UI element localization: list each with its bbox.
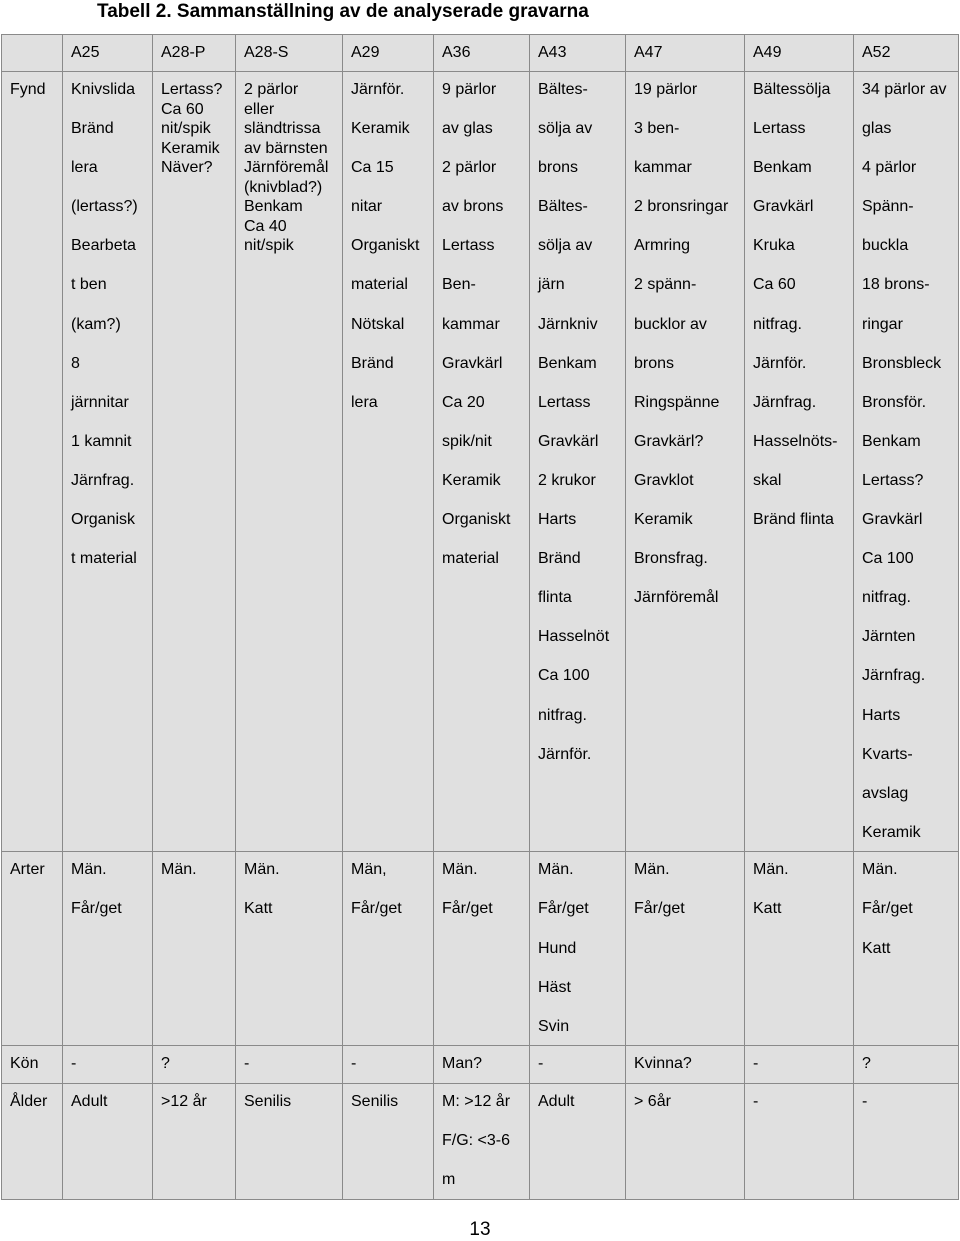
row-label: [2, 72, 63, 852]
header-cell: A52: [854, 35, 959, 72]
cell-line: sölja av: [538, 120, 593, 138]
cell-line: kammar: [634, 159, 692, 177]
cell-line: Bearbeta: [71, 237, 136, 255]
cell-line: 8: [71, 354, 80, 372]
cell-line: Män.: [71, 861, 107, 879]
cell-line: M: >12 år: [442, 1092, 511, 1110]
cell-line: Benkam: [862, 432, 921, 450]
table-cell: [854, 1046, 959, 1084]
cell-line: 18 brons-: [862, 276, 930, 294]
table-cell: [626, 72, 745, 852]
cell-line: Katt: [753, 900, 782, 918]
table-cell: [236, 1046, 343, 1084]
cell-line: bucklor av: [634, 315, 707, 333]
cell-line: 2 krukor: [538, 471, 596, 489]
table-cell: [236, 72, 343, 852]
cell-line: Knivslida: [71, 81, 136, 98]
cell-line: Får/get: [351, 900, 402, 918]
cell-line: Bronsbleck: [862, 354, 942, 372]
cell-line: >12 år: [161, 1092, 207, 1110]
row-label: [2, 1046, 63, 1084]
header-cell: A36: [434, 35, 530, 72]
table-cell: [745, 72, 854, 852]
cell-line: Ca 60: [161, 100, 204, 118]
cell-line: Bränd: [538, 550, 581, 568]
cell-line: Adult: [71, 1092, 108, 1110]
table-cell: [745, 852, 854, 1046]
cell-line: Lertass: [753, 120, 806, 138]
kon-row: [2, 1046, 959, 1084]
table-cell: [530, 1046, 626, 1084]
cell-line: nitfrag.: [538, 706, 587, 724]
cell-line: Armring: [634, 237, 691, 255]
row-label-text: Fynd: [10, 81, 46, 98]
header-cell: A28-P: [153, 35, 236, 72]
cell-line: 9 pärlor: [442, 81, 497, 98]
cell-line: Gravkärl?: [634, 432, 704, 450]
cell-line: ?: [862, 1055, 871, 1073]
row-label: [2, 852, 63, 1046]
cell-line: (knivblad?): [244, 178, 323, 196]
table-cell: [434, 1083, 530, 1199]
table-cell: [63, 1046, 153, 1084]
cell-line: Katt: [862, 939, 891, 957]
cell-line: Harts: [538, 511, 577, 529]
cell-line: nitar: [351, 198, 383, 216]
cell-line: Hasselnöt: [538, 628, 610, 646]
cell-line: Gravkärl: [753, 198, 814, 216]
cell-line: nit/spik: [161, 120, 211, 138]
cell-line: Hasselnöts-: [753, 432, 838, 450]
cell-line: Hund: [538, 939, 577, 957]
cell-line: Benkam: [244, 198, 303, 216]
cell-line: Bränd: [71, 120, 114, 138]
cell-line: F/G: <3-6: [442, 1131, 511, 1149]
cell-line: skal: [753, 471, 782, 489]
cell-line: Organisk: [71, 511, 136, 529]
table-cell: [854, 1083, 959, 1199]
cell-line: Gravkärl: [442, 354, 503, 372]
cell-line: Gravklot: [634, 471, 694, 489]
table-cell: [63, 1083, 153, 1199]
cell-line: brons: [634, 354, 675, 372]
cell-line: material: [351, 276, 408, 294]
cell-line: av brons: [442, 198, 504, 216]
table-cell: [530, 72, 626, 852]
table-cell: [745, 1046, 854, 1084]
cell-line: Adult: [538, 1092, 575, 1110]
cell-line: nit/spik: [244, 237, 294, 255]
cell-line: Järnför.: [351, 81, 405, 98]
page-number: 13: [469, 1219, 491, 1240]
cell-line: m: [442, 1170, 456, 1188]
cell-line: 2 spänn-: [634, 276, 697, 294]
cell-line: Lertass: [538, 393, 591, 411]
cell-line: Bronsfrag.: [634, 550, 708, 568]
cell-line: buckla: [862, 237, 909, 255]
cell-line: avslag: [862, 784, 909, 802]
cell-line: -: [351, 1055, 357, 1073]
cell-line: Järnfrag.: [753, 393, 817, 411]
cell-line: Får/get: [634, 900, 685, 918]
cell-line: Järnför.: [753, 354, 807, 372]
table-cell: [626, 1083, 745, 1199]
cell-line: kammar: [442, 315, 500, 333]
cell-line: Bältes-: [538, 198, 588, 216]
cell-line: lera: [71, 159, 98, 177]
cell-line: järnnitar: [71, 393, 129, 411]
cell-line: Nötskal: [351, 315, 405, 333]
table-cell: [434, 1046, 530, 1084]
cell-line: av bärnsten: [244, 139, 328, 157]
cell-line: t ben: [71, 276, 107, 294]
cell-line: Kruka: [753, 237, 795, 255]
header-cell: A49: [745, 35, 854, 72]
cell-line: Katt: [244, 900, 273, 918]
table-cell: [626, 1046, 745, 1084]
cell-line: 2 bronsringar: [634, 198, 729, 216]
cell-line: Senilis: [244, 1092, 292, 1110]
table-cell: [63, 852, 153, 1046]
cell-line: Män.: [442, 861, 478, 879]
cell-line: Gravkärl: [862, 511, 923, 529]
cell-line: material: [442, 550, 499, 568]
cell-line: Lertass?: [862, 471, 924, 489]
cell-line: (lertass?): [71, 198, 138, 216]
cell-line: Svin: [538, 1017, 570, 1035]
cell-line: Järnkniv: [538, 315, 598, 333]
cell-line: -: [538, 1055, 544, 1073]
table-cell: [854, 852, 959, 1046]
cell-line: Harts: [862, 706, 901, 724]
cell-line: nitfrag.: [753, 315, 802, 333]
cell-line: (kam?): [71, 315, 121, 333]
cell-line: -: [71, 1055, 77, 1073]
header-cell: [2, 35, 63, 72]
graves-summary-table: [1, 34, 959, 1200]
cell-line: spik/nit: [442, 432, 492, 450]
table-cell: [153, 72, 236, 852]
cell-line: > 6år: [634, 1092, 671, 1110]
cell-line: Ca 100: [862, 550, 914, 568]
table-cell: [854, 72, 959, 852]
cell-line: Män.: [161, 861, 197, 879]
cell-line: Benkam: [538, 354, 597, 372]
cell-line: Män,: [351, 861, 387, 879]
cell-line: Organiskt: [351, 237, 420, 255]
cell-line: ?: [161, 1055, 170, 1073]
cell-line: Får/get: [862, 900, 913, 918]
cell-line: Spänn-: [862, 198, 914, 216]
cell-line: -: [753, 1055, 759, 1073]
cell-line: järn: [538, 276, 565, 294]
cell-line: Järnfrag.: [862, 667, 926, 685]
table-cell: [626, 852, 745, 1046]
header-cell: A25: [63, 35, 153, 72]
cell-line: nitfrag.: [862, 589, 911, 607]
cell-line: Bältes-: [538, 81, 588, 98]
cell-line: Benkam: [753, 159, 812, 177]
cell-line: Organiskt: [442, 511, 511, 529]
cell-line: flinta: [538, 589, 572, 607]
cell-line: 2 pärlor: [442, 159, 497, 177]
table-cell: [343, 852, 434, 1046]
cell-line: Ca 40: [244, 217, 287, 235]
table-cell: [236, 852, 343, 1046]
arter-row: [2, 852, 959, 1046]
cell-line: Keramik: [862, 823, 921, 841]
cell-line: Män.: [634, 861, 670, 879]
table-cell: [343, 72, 434, 852]
cell-line: sölja av: [538, 237, 593, 255]
cell-line: ringar: [862, 315, 903, 333]
cell-line: Järnföremål: [634, 589, 719, 607]
table-cell: [434, 72, 530, 852]
header-cell: A28-S: [236, 35, 343, 72]
table-cell: [434, 852, 530, 1046]
header-row: [2, 35, 959, 72]
cell-line: 4 pärlor: [862, 159, 917, 177]
alder-row: [2, 1083, 959, 1199]
cell-line: Järnten: [862, 628, 916, 646]
table-cell: [530, 852, 626, 1046]
table-cell: [153, 1083, 236, 1199]
cell-line: Ca 100: [538, 667, 590, 685]
cell-line: Keramik: [161, 139, 220, 157]
cell-line: Får/get: [442, 900, 493, 918]
fynd-row: [2, 72, 959, 852]
cell-line: Ca 60: [753, 276, 796, 294]
cell-line: Keramik: [442, 471, 501, 489]
cell-line: lera: [351, 393, 378, 411]
cell-line: Kvinna?: [634, 1055, 692, 1073]
header-cell: A47: [626, 35, 745, 72]
cell-line: 1 kamnit: [71, 432, 132, 450]
row-label-text: Ålder: [10, 1092, 48, 1110]
table-title: Tabell 2. Sammanställning av de analyserade gravarna: [97, 1, 589, 22]
cell-line: Ringspänne: [634, 393, 720, 411]
table-cell: [343, 1046, 434, 1084]
cell-line: Järnföremål: [244, 159, 329, 177]
cell-line: sländtrissa: [244, 120, 321, 138]
cell-line: Senilis: [351, 1092, 399, 1110]
cell-line: brons: [538, 159, 579, 177]
cell-line: -: [753, 1092, 759, 1110]
cell-line: Män.: [538, 861, 574, 879]
cell-line: Får/get: [71, 900, 122, 918]
cell-line: Män.: [244, 861, 280, 879]
cell-line: Män.: [862, 861, 898, 879]
table-cell: [153, 852, 236, 1046]
table-cell: [63, 72, 153, 852]
cell-line: Ben-: [442, 276, 476, 294]
cell-line: 19 pärlor: [634, 81, 698, 98]
cell-line: 3 ben-: [634, 120, 680, 138]
cell-line: Keramik: [351, 120, 410, 138]
cell-line: Näver?: [161, 159, 213, 177]
cell-line: Kvarts-: [862, 745, 913, 763]
cell-line: -: [244, 1055, 250, 1073]
header-cell: A43: [530, 35, 626, 72]
cell-line: 2 pärlor: [244, 81, 299, 98]
cell-line: Lertass?: [161, 81, 223, 98]
row-label: [2, 1083, 63, 1199]
cell-line: t material: [71, 550, 137, 568]
row-label-text: Arter: [10, 861, 45, 879]
cell-line: Bränd: [351, 354, 394, 372]
table-cell: [530, 1083, 626, 1199]
cell-line: Bränd flinta: [753, 511, 834, 529]
cell-line: Bronsför.: [862, 393, 927, 411]
cell-line: -: [862, 1092, 868, 1110]
cell-line: Keramik: [634, 511, 693, 529]
header-cell: A29: [343, 35, 434, 72]
row-label-text: Kön: [10, 1055, 39, 1073]
cell-line: Häst: [538, 978, 571, 996]
cell-line: glas: [862, 120, 892, 138]
cell-line: Gravkärl: [538, 432, 599, 450]
table-cell: [236, 1083, 343, 1199]
cell-line: Bältessölja: [753, 81, 831, 98]
cell-line: Ca 15: [351, 159, 394, 177]
table-cell: [153, 1046, 236, 1084]
table-cell: [745, 1083, 854, 1199]
cell-line: Järnför.: [538, 745, 592, 763]
cell-line: 34 pärlor av: [862, 81, 947, 98]
cell-line: Män.: [753, 861, 789, 879]
cell-line: Lertass: [442, 237, 495, 255]
cell-line: Ca 20: [442, 393, 485, 411]
cell-line: eller: [244, 100, 275, 118]
cell-line: Järnfrag.: [71, 471, 135, 489]
cell-line: av glas: [442, 120, 493, 138]
table-cell: [343, 1083, 434, 1199]
cell-line: Man?: [442, 1055, 483, 1073]
cell-line: Får/get: [538, 900, 589, 918]
